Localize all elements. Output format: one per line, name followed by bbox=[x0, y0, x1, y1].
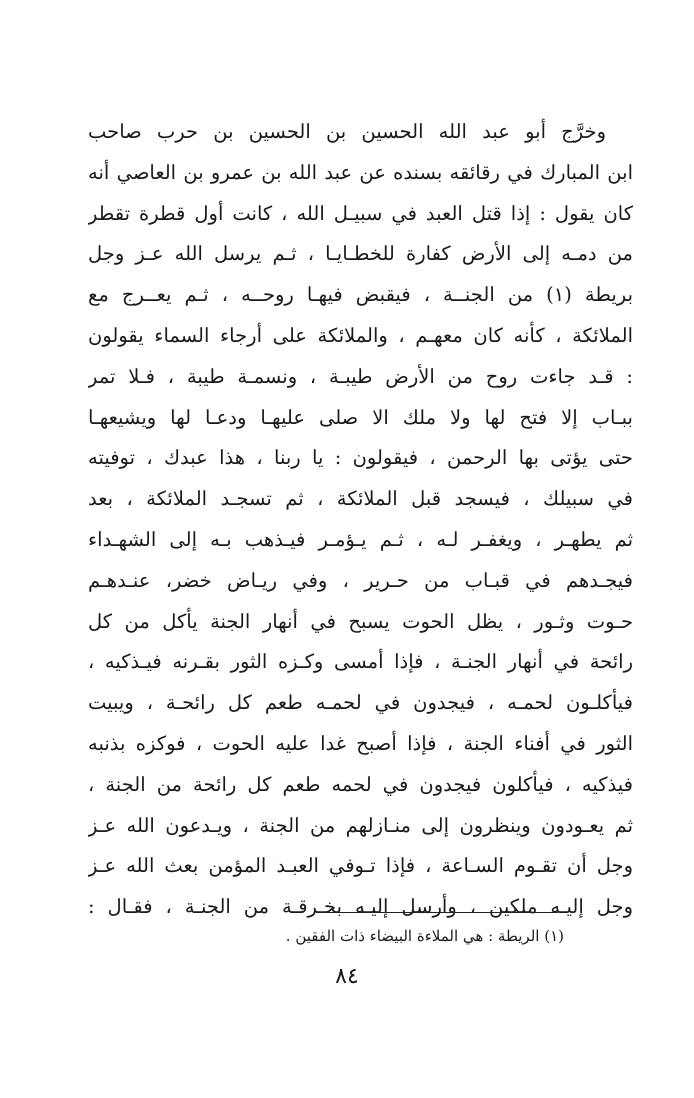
footnote: (١) الريطة : هي الملاءة البيضاء ذات الفقين . bbox=[285, 927, 564, 945]
text-line: كان يقول : إذا قتل العبد في سبيـل الله ، كانت أول قطرة تقطر bbox=[88, 201, 633, 225]
text-line: فيذكيه ، فيأكلون فيجدون في لحمه طعم كل رائحة من الجنة ، bbox=[88, 772, 633, 796]
text-line: رائحة في أنهار الجنـة ، فإذا أمسى وكـزه الثور بقـرنه فيـذكيه ، bbox=[88, 650, 633, 674]
text-line: حتى يؤتى بها الرحمن ، فيقولون : يا ربنا ، هذا عبدك ، توفيته bbox=[88, 446, 633, 470]
text-line: وجل أن تقـوم السـاعة ، فإذا تـوفي العبـد المؤمن بعث الله عـز bbox=[88, 854, 633, 878]
footnote-divider bbox=[318, 912, 558, 913]
text-line: فيأكلـون لحمـه ، فيجدون في لحمـه طعم كل رائحـة ، ويبيت bbox=[88, 691, 633, 715]
text-line: في سبيلك ، فيسجد قبل الملائكة ، ثم تسجـد الملائكة ، بعد bbox=[88, 487, 633, 511]
text-line: ببـاب إلا فتح لها ولا ملك الا صلى عليهـا ودعـا لها ويشيعهـا bbox=[88, 405, 633, 429]
text-line: : قـد جاءت روح من الأرض طيبـة ، ونسمـة طيبة ، فـلا تمر bbox=[88, 364, 633, 388]
page-number: ٨٤ bbox=[335, 964, 359, 989]
text-line: الثور في أفناء الجنة ، فإذا أصبح غدا عليه الحوت ، فوكزه بذنبه bbox=[88, 731, 633, 755]
text-line: بريطة (١) من الجنــة ، فيقبض فيهـا روحــه ، ثـم يعــرج مع bbox=[88, 283, 633, 307]
text-line: ثم يعـودون وينظرون إلى منـازلهم من الجنة ، ويـدعون الله عـز bbox=[88, 813, 633, 837]
text-line: حـوت وثـور ، يظل الحوت يسبح في أنهار الجنة يأكل من كل bbox=[88, 609, 633, 633]
text-line: وجل إليـه ملكين ، وأرسل إليـه بخـرقـة من الجنـة ، فقـال : bbox=[88, 895, 633, 919]
text-line: ابن المبارك في رقائقه بسنده عن عبد الله بن عمرو بن العاصي أنه bbox=[88, 160, 633, 184]
text-line: الملائكة ، كأنه كان معهـم ، والملائكة على أرجاء السماء يقولون bbox=[88, 323, 633, 347]
body-text bbox=[88, 112, 633, 928]
text-line: فيجـدهم في قبـاب من حـرير ، وفي ريـاض خضر، عنـدهـم bbox=[88, 568, 633, 592]
text-line: من دمـه إلى الأرض كفارة للخطـايـا ، ثـم يرسل الله عـز وجل bbox=[88, 242, 633, 266]
text-line: ثم يطهـر ، ويغفـر لـه ، ثـم يـؤمـر فيـذهب بـه إلى الشهـداء bbox=[88, 527, 633, 551]
text-line: وخرَّج أبو عبد الله الحسين بن الحسين بن حرب صاحب bbox=[88, 120, 606, 143]
